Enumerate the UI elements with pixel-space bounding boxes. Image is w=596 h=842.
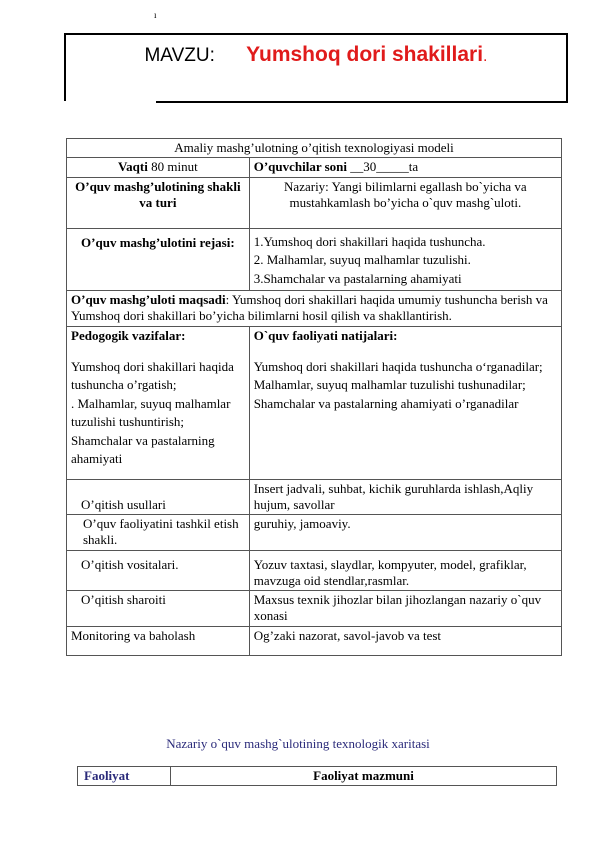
row-value: Yozuv taxtasi, slaydlar, kompyuter, model, grafiklar, mavzuga oid stendlar,rasmlar. <box>249 550 561 591</box>
topic-heading <box>66 43 566 67</box>
topic-title: Yumshoq dori shakillari <box>246 43 484 66</box>
organization-row <box>67 515 562 551</box>
goal-text: : Yumshoq dori shakillari haqida umumiy tushuncha berish va Yumshoq dori shakillari bo’yicha bilimlarni hosil qilish va shakllantirish. <box>71 292 548 324</box>
plan-label: O’quv mashg’ulotini rejasi: <box>67 228 250 291</box>
row-label: Monitoring va baholash <box>67 626 250 655</box>
tasks-header: Pedogogik vazifalar: <box>71 327 186 343</box>
model-table <box>66 138 562 656</box>
border-gap <box>64 101 156 103</box>
time-label: Vaqti <box>117 159 148 175</box>
task-item: . Malhamlar, suyuq malhamlar tuzulishi tushuntirish; <box>71 395 231 430</box>
plan-list <box>249 228 561 291</box>
row-label: O’qitish usullari <box>67 479 250 515</box>
table-caption: Amaliy mashg’ulotning o’qitish texnologiyasi modeli <box>67 139 562 158</box>
row-value: Insert jadvali, suhbat, kichik guruhlarda ishlash,Aqliy hujum, savollar <box>249 479 561 515</box>
goal-cell <box>67 291 562 327</box>
methods-row <box>67 479 562 515</box>
monitoring-row <box>67 626 562 655</box>
plan-item: 2. Malhamlar, suyuq malhamlar tuzulishi. <box>253 252 471 268</box>
tasks-cell <box>67 326 250 479</box>
time-value: 80 minut <box>147 159 198 175</box>
tech-map-header-row <box>78 767 557 786</box>
task-item: Shamchalar va pastalarning ahamiyati <box>71 432 215 467</box>
mavzu-label: MAVZU: <box>144 45 215 66</box>
type-value: Nazariy: Yangi bilimlarni egallash bo`yicha va mustahkamlash bo’yicha o`quv mashg`uloti. <box>249 177 561 228</box>
plan-item: 3.Shamchalar va pastalarning ahamiyati <box>253 271 462 287</box>
col-activity-header: Faoliyat <box>78 767 171 786</box>
results-cell <box>249 326 561 479</box>
result-item: Yumshoq dori shakillari haqida tushuncha o‘rganadilar; <box>253 358 543 374</box>
time-row <box>67 158 562 177</box>
plan-row <box>67 228 562 291</box>
goal-label: O’quv mashg’uloti maqsadi <box>71 292 226 308</box>
tech-map-title: Nazariy o`quv mashg`ulotining texnologik xaritasi <box>166 736 430 751</box>
results-header: O`quv faoliyati natijalari: <box>253 327 398 343</box>
col-content-header: Faoliyat mazmuni <box>171 767 557 786</box>
row-value: Og’zaki nazorat, savol-javob va test <box>249 626 561 655</box>
students-label: O’quvchilar soni <box>253 159 348 175</box>
topic-box <box>64 33 568 103</box>
row-value: guruhiy, jamoaviy. <box>249 515 561 551</box>
row-label: O’qitish vositalari. <box>67 550 250 591</box>
tasks-row <box>67 326 562 479</box>
time-cell <box>67 158 250 177</box>
result-item: Shamchalar va pastalarning ahamiyati o’rganadilar <box>253 395 519 411</box>
type-row <box>67 177 562 228</box>
result-item: Malhamlar, suyuq malhamlar tuzulishi tushunadilar; <box>253 377 526 393</box>
goal-row <box>67 291 562 327</box>
type-label: O’quv mashg’ulotining shakli va turi <box>67 177 250 228</box>
students-cell <box>249 158 561 177</box>
tools-row <box>67 550 562 591</box>
row-label: O’quv faoliyatini tashkil etish shakli. <box>67 515 250 551</box>
plan-item: 1.Yumshoq dori shakillari haqida tushuncha. <box>253 233 486 249</box>
students-value: __30_____ta <box>347 159 419 175</box>
tick-mark: ı <box>154 10 157 20</box>
task-item: Yumshoq dori shakillari haqida tushuncha o’rgatish; <box>71 358 234 393</box>
topic-dot: . <box>483 48 488 65</box>
tech-map-table <box>77 766 557 786</box>
row-label: O’qitish sharoiti <box>67 591 250 627</box>
conditions-row <box>67 591 562 627</box>
row-value: Maxsus texnik jihozlar bilan jihozlangan nazariy o`quv xonasi <box>249 591 561 627</box>
caption-row <box>67 139 562 158</box>
